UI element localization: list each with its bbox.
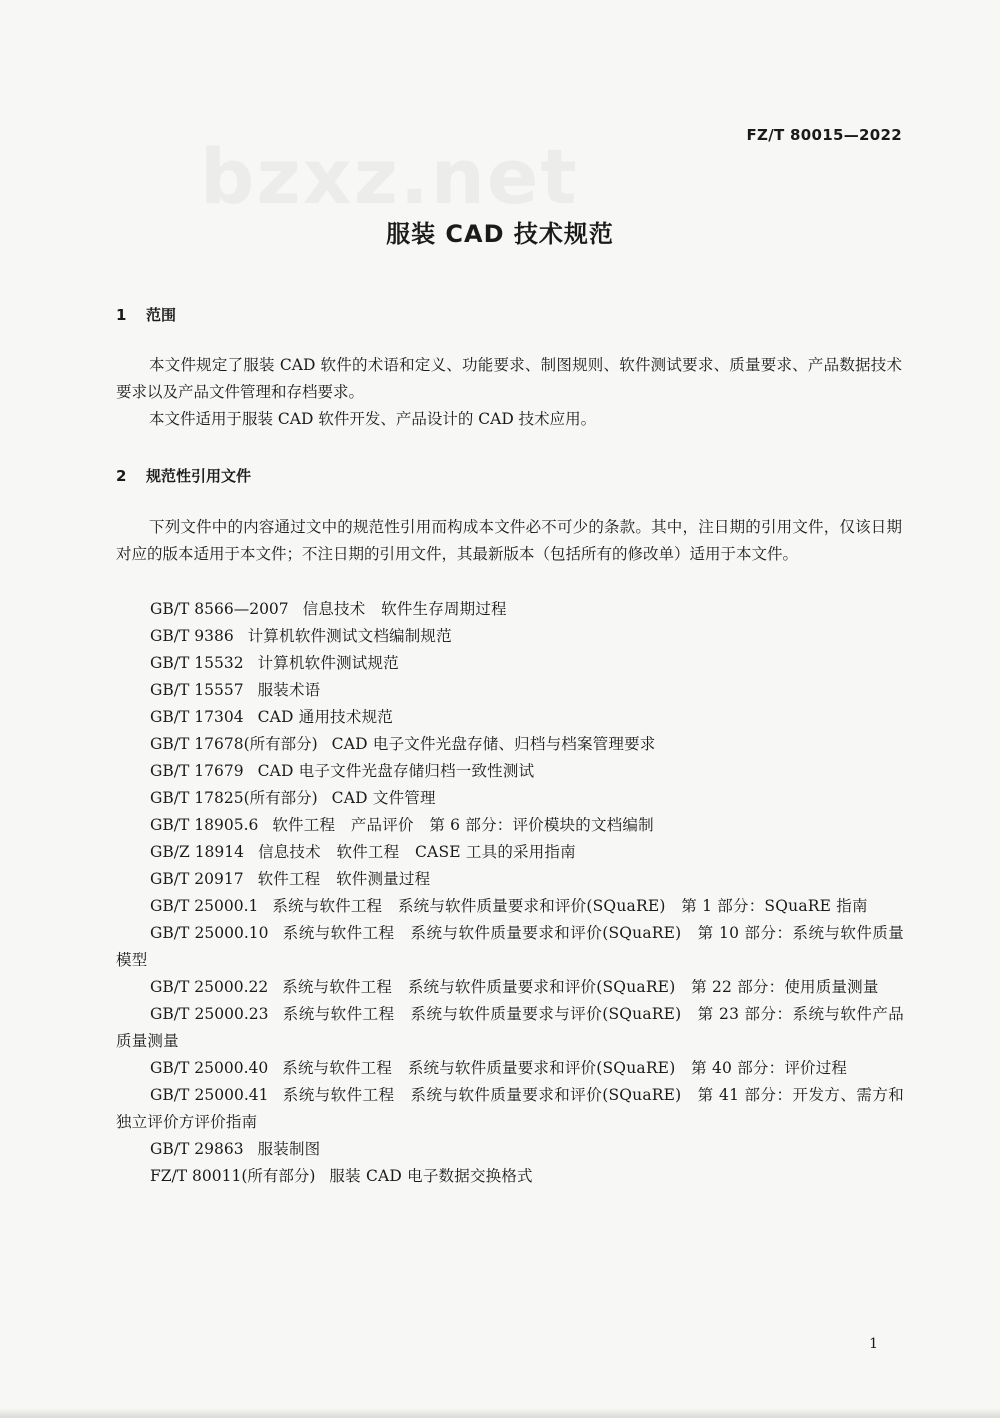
reference-item [116,704,904,731]
reference-title: 软件工程 软件测量过程 [257,870,431,888]
section-number: 1 [116,306,127,324]
reference-item [116,677,904,704]
reference-title: CAD 电子文件光盘存储、归档与档案管理要求 [331,735,656,753]
reference-title: 系统与软件工程 系统与软件质量要求和评价(SQuaRE) 第 41 部分：开发方、需方和独立评价方评价指南 [116,1086,905,1131]
reference-title: 信息技术 软件生存周期过程 [302,600,507,618]
reference-code: GB/T 18905.6 [150,816,259,834]
reference-code: GB/T 17678(所有部分) [150,735,318,753]
reference-title: CAD 电子文件光盘存储归档一致性测试 [257,762,535,780]
scope-paragraph-2: 本文件适用于服装 CAD 软件开发、产品设计的 CAD 技术应用。 [149,410,597,428]
reference-title: CAD 文件管理 [331,789,436,807]
reference-code: GB/T 17304 [150,708,244,726]
section-heading-normative-refs [116,465,251,486]
reference-code: GB/Z 18914 [150,843,244,861]
reference-item [116,839,904,866]
reference-item [116,920,904,974]
reference-title: 系统与软件工程 系统与软件质量要求和评价(SQuaRE) 第 40 部分：评价过程 [282,1059,848,1077]
reference-item [116,1001,904,1055]
reference-item [116,731,904,758]
reference-code: GB/T 8566—2007 [150,600,289,618]
reference-item [116,758,904,785]
reference-title: 计算机软件测试文档编制规范 [247,627,452,645]
reference-item [116,785,904,812]
reference-item [116,1136,904,1163]
reference-item [116,650,904,677]
reference-item [116,1055,904,1082]
reference-code: GB/T 25000.22 [150,978,269,996]
reference-title: 系统与软件工程 系统与软件质量要求与评价(SQuaRE) 第 23 部分：系统与软件产品质量测量 [116,1005,905,1050]
reference-code: GB/T 20917 [150,870,244,888]
reference-title: CAD 通用技术规范 [257,708,393,726]
reference-item [116,812,904,839]
reference-code: FZ/T 80011(所有部分) [150,1167,316,1185]
section-heading-scope [116,304,176,325]
reference-code: GB/T 25000.41 [150,1086,269,1104]
reference-title: 服装术语 [257,681,321,699]
reference-code: GB/T 25000.23 [150,1005,269,1023]
reference-code: GB/T 25000.10 [150,924,269,942]
reference-code: GB/T 25000.40 [150,1059,269,1077]
reference-code: GB/T 17825(所有部分) [150,789,318,807]
reference-item [116,1163,904,1190]
page-number: 1 [869,1336,878,1352]
reference-item [116,893,904,920]
reference-title: 系统与软件工程 系统与软件质量要求和评价(SQuaRE) 第 22 部分：使用质量测量 [282,978,879,996]
reference-title: 服装制图 [257,1140,321,1158]
reference-title: 信息技术 软件工程 CASE 工具的采用指南 [258,843,576,861]
reference-code: GB/T 17679 [150,762,244,780]
section-number: 2 [116,467,127,485]
standard-code: FZ/T 80015—2022 [746,126,902,144]
reference-code: GB/T 15557 [150,681,244,699]
reference-code: GB/T 25000.1 [150,897,259,915]
reference-title: 计算机软件测试规范 [257,654,399,672]
reference-item [116,866,904,893]
reference-title: 软件工程 产品评价 第 6 部分：评价模块的文档编制 [272,816,654,834]
reference-code: GB/T 9386 [150,627,234,645]
scope-paragraph-1: 本文件规定了服装 CAD 软件的术语和定义、功能要求、制图规则、软件测试要求、质量要求、产品数据技术要求以及产品文件管理和存档要求。 [116,356,902,401]
document-title: 服装 CAD 技术规范 [386,220,614,248]
section-title: 范围 [146,306,177,324]
section-title: 规范性引用文件 [146,467,252,485]
reference-item [116,623,904,650]
reference-code: GB/T 15532 [150,654,244,672]
reference-item [116,596,904,623]
reference-item [116,1082,904,1136]
reference-title: 服装 CAD 电子数据交换格式 [329,1167,533,1185]
reference-code: GB/T 29863 [150,1140,244,1158]
normative-refs-intro: 下列文件中的内容通过文中的规范性引用而构成本文件必不可少的条款。其中，注日期的引用文件，仅该日期对应的版本适用于本文件；不注日期的引用文件，其最新版本（包括所有的修改单）适用于本文件。 [116,518,902,563]
reference-title: 系统与软件工程 系统与软件质量要求和评价(SQuaRE) 第 1 部分：SQuaRE 指南 [272,897,868,915]
reference-title: 系统与软件工程 系统与软件质量要求和评价(SQuaRE) 第 10 部分：系统与软件质量模型 [116,924,905,969]
reference-list [116,596,904,1190]
page-edge [0,1408,1000,1418]
watermark: bzxz.net [200,132,579,221]
reference-item [116,974,904,1001]
